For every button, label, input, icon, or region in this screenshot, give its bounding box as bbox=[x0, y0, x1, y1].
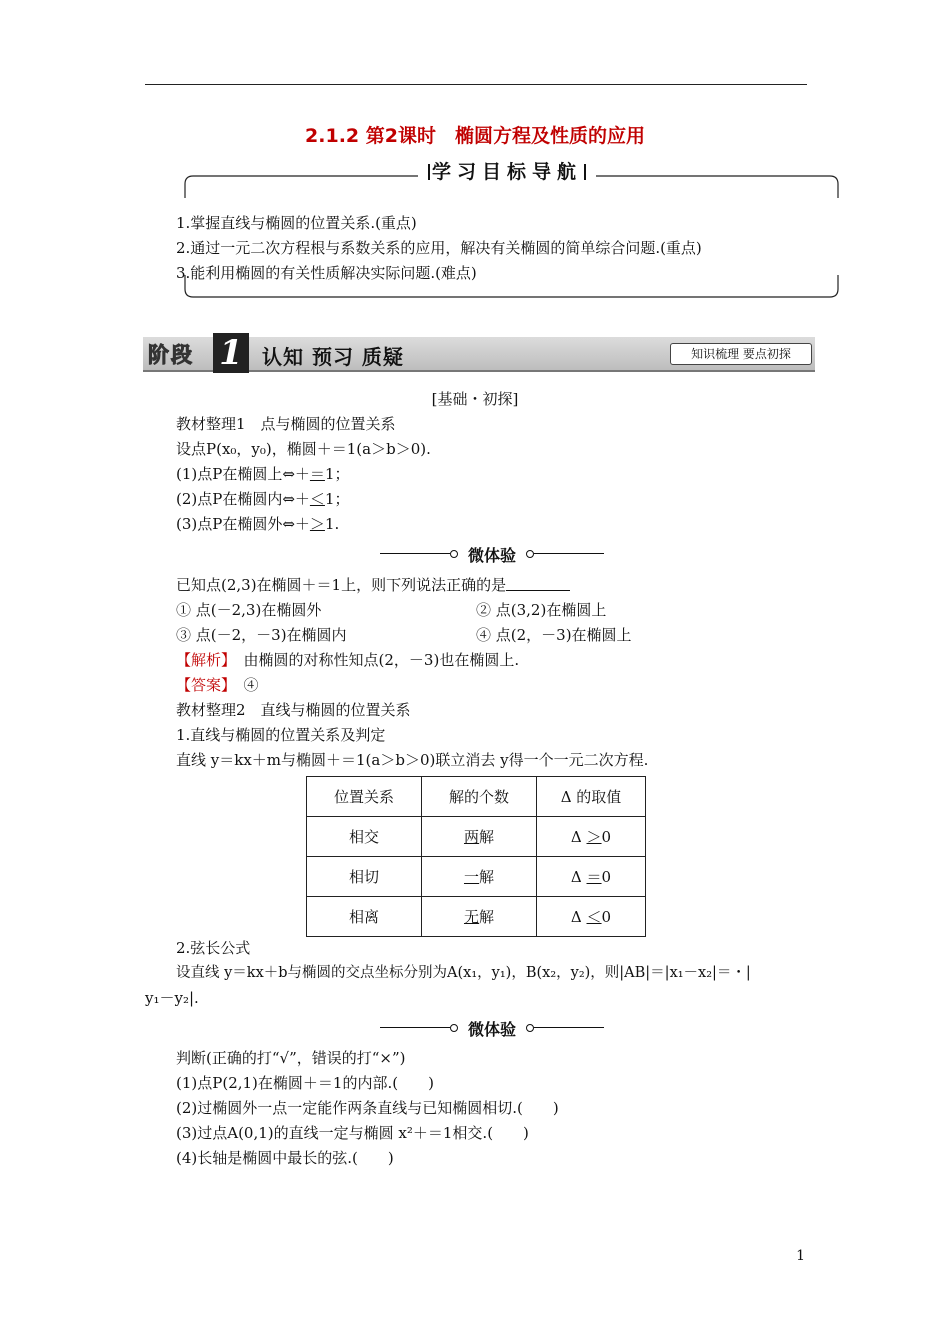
answer: 【答案】 ④ bbox=[176, 676, 259, 694]
goals-heading: 学习目标导航 bbox=[418, 157, 596, 184]
judge-item: (4)长轴是椭圆中最长的弦.( ) bbox=[176, 1149, 394, 1167]
part2-intro: 直线 y＝kx＋m与椭圆＋＝1(a＞b＞0)联立消去 y得一个一元二次方程. bbox=[176, 751, 649, 769]
stage-label: 阶段 bbox=[148, 343, 194, 367]
stage-number: 1 bbox=[213, 333, 249, 373]
stage-title: 认知 预习 质疑 bbox=[262, 345, 404, 369]
section-tag: [基础・初探] bbox=[431, 390, 519, 408]
goal-item: 2.通过一元二次方程根与系数关系的应用，解决有关椭圆的简单综合问题.(重点) bbox=[176, 239, 702, 257]
position-table bbox=[306, 776, 646, 937]
mini-divider: 微体验 bbox=[380, 1017, 604, 1037]
table-header: 位置关系 bbox=[307, 777, 422, 817]
judge-item: (1)点P(2,1)在椭圆＋＝1的内部.( ) bbox=[176, 1074, 434, 1092]
part2-heading: 教材整理2 直线与椭圆的位置关系 bbox=[176, 701, 411, 719]
mini-divider: 微体验 bbox=[380, 543, 604, 563]
goal-item: 3.能利用椭圆的有关性质解决实际问题.(难点) bbox=[176, 264, 477, 282]
part1-heading: 教材整理1 点与椭圆的位置关系 bbox=[176, 415, 396, 433]
option-3: ③ 点(－2，－3)在椭圆内 bbox=[176, 626, 347, 644]
part2-sub1: 1.直线与椭圆的位置关系及判定 bbox=[176, 726, 386, 744]
page-number: 1 bbox=[796, 1248, 805, 1264]
table-header-row bbox=[307, 777, 646, 817]
analysis-label: 【解析】 bbox=[176, 651, 229, 669]
part1-intro: 设点P(x₀，y₀)，椭圆＋＝1(a＞b＞0). bbox=[176, 440, 431, 458]
option-1: ① 点(－2,3)在椭圆外 bbox=[176, 601, 322, 619]
mini1-question: 已知点(2,3)在椭圆＋＝1上，则下列说法正确的是 bbox=[176, 575, 570, 595]
option-2: ② 点(3,2)在椭圆上 bbox=[476, 601, 607, 619]
analysis: 【解析】 由椭圆的对称性知点(2，－3)也在椭圆上. bbox=[176, 651, 520, 669]
answer-blank bbox=[506, 576, 570, 591]
part1-item: (3)点P在椭圆外⇔＋＞1. bbox=[176, 515, 340, 533]
judge-item: (2)过椭圆外一点一定能作两条直线与已知椭圆相切.( ) bbox=[176, 1099, 559, 1117]
table-row: 相离 无解 Δ ＜0 bbox=[307, 897, 646, 937]
table-header: Δ 的取值 bbox=[537, 777, 646, 817]
option-4: ④ 点(2，－3)在椭圆上 bbox=[476, 626, 632, 644]
chord-formula-cont: y₁－y₂|. bbox=[145, 989, 199, 1007]
part1-item: (1)点P在椭圆上⇔＋＝1； bbox=[176, 465, 350, 483]
stage-tag: 知识梳理 要点初探 bbox=[670, 343, 812, 365]
table-row: 相切 一解 Δ ＝0 bbox=[307, 857, 646, 897]
goal-item: 1.掌握直线与椭圆的位置关系.(重点) bbox=[176, 214, 417, 232]
answer-label: 【答案】 bbox=[176, 676, 229, 694]
table-header: 解的个数 bbox=[422, 777, 537, 817]
mini2-question: 判断(正确的打“√”，错误的打“×”) bbox=[176, 1049, 406, 1067]
judge-item: (3)过点A(0,1)的直线一定与椭圆 x²＋＝1相交.( ) bbox=[176, 1124, 529, 1142]
table-row: 相交 两解 Δ ＞0 bbox=[307, 817, 646, 857]
chord-formula: 设直线 y＝kx＋b与椭圆的交点坐标分别为A(x₁，y₁)，B(x₂，y₂)，则|AB|＝|x₁－x₂|＝・| bbox=[176, 965, 751, 981]
part1-item: (2)点P在椭圆内⇔＋＜1； bbox=[176, 490, 350, 508]
part2-sub2: 2.弦长公式 bbox=[176, 939, 251, 957]
header-rule bbox=[145, 84, 807, 85]
page-title: 2.1.2 第2课时 椭圆方程及性质的应用 bbox=[305, 125, 645, 147]
